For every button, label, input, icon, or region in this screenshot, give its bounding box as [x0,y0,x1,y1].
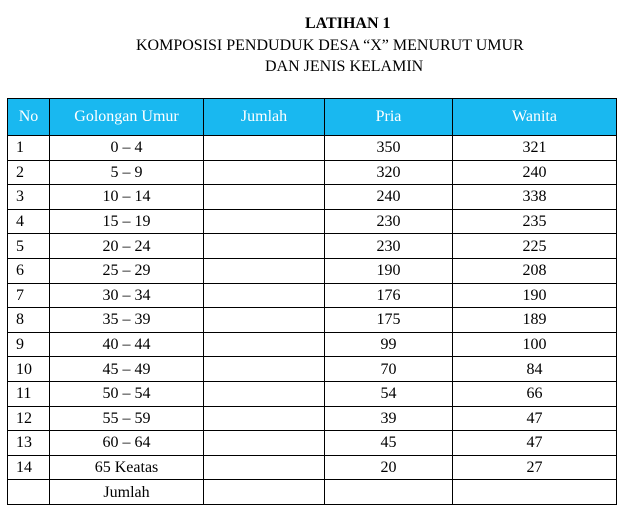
header-age-group: Golongan Umur [50,99,204,136]
cell-total [204,160,325,185]
table-row [8,357,617,382]
table-row [8,308,617,333]
cell-age-group: 50 – 54 [50,381,204,406]
table-row [8,160,617,185]
table-row [8,209,617,234]
cell-female: 84 [453,357,617,382]
cell-female: 47 [453,431,617,456]
table-header [8,99,617,136]
cell-no: 10 [8,357,50,382]
cell-age-group: 30 – 34 [50,283,204,308]
cell-no: 6 [8,258,50,283]
cell-no: 14 [8,455,50,480]
table-row [8,258,617,283]
cell-age-group: 65 Keatas [50,455,204,480]
cell-female: 189 [453,308,617,333]
cell-male: 350 [325,136,453,161]
cell-total [204,283,325,308]
cell-male: 230 [325,234,453,259]
cell-male: 230 [325,209,453,234]
cell-male: 99 [325,332,453,357]
cell-male: 190 [325,258,453,283]
cell-age-group: 40 – 44 [50,332,204,357]
header-row [8,99,617,136]
cell-no: 13 [8,431,50,456]
table-caption-line-1: KOMPOSISI PENDUDUK DESA “X” MENURUT UMUR [136,37,524,54]
cell-no: 5 [8,234,50,259]
cell-total [204,185,325,210]
cell-no: 7 [8,283,50,308]
cell-age-group: 60 – 64 [50,431,204,456]
table-row [8,185,617,210]
cell-age-group: 35 – 39 [50,308,204,333]
cell-no: 11 [8,381,50,406]
cell-female: 321 [453,136,617,161]
table-body [8,136,617,505]
cell-age-group: 25 – 29 [50,258,204,283]
header-male: Pria [325,99,453,136]
cell-female: 338 [453,185,617,210]
cell-female: 190 [453,283,617,308]
cell-total [204,406,325,431]
header-no: No [8,99,50,136]
total-cell-male [325,480,453,505]
header-female: Wanita [453,99,617,136]
cell-female: 47 [453,406,617,431]
table-caption-line-2: DAN JENIS KELAMIN [265,58,424,75]
cell-female: 66 [453,381,617,406]
cell-no: 3 [8,185,50,210]
table-row [8,332,617,357]
table-row [8,381,617,406]
cell-no: 1 [8,136,50,161]
cell-male: 320 [325,160,453,185]
table-row [8,406,617,431]
total-cell-age-group: Jumlah [50,480,204,505]
cell-total [204,455,325,480]
cell-age-group: 15 – 19 [50,209,204,234]
total-row [8,480,617,505]
cell-no: 12 [8,406,50,431]
table-row [8,455,617,480]
cell-total [204,258,325,283]
cell-total [204,308,325,333]
cell-total [204,332,325,357]
table-row [8,283,617,308]
total-cell-female [453,480,617,505]
cell-no: 4 [8,209,50,234]
cell-age-group: 0 – 4 [50,136,204,161]
table-row [8,431,617,456]
cell-female: 208 [453,258,617,283]
total-cell-no [8,480,50,505]
cell-male: 45 [325,431,453,456]
cell-total [204,209,325,234]
cell-age-group: 45 – 49 [50,357,204,382]
table-row [8,234,617,259]
cell-age-group: 10 – 14 [50,185,204,210]
cell-age-group: 55 – 59 [50,406,204,431]
cell-male: 39 [325,406,453,431]
cell-female: 100 [453,332,617,357]
cell-male: 20 [325,455,453,480]
population-table [7,98,617,505]
cell-no: 9 [8,332,50,357]
cell-total [204,357,325,382]
total-cell-total [204,480,325,505]
cell-male: 70 [325,357,453,382]
cell-female: 225 [453,234,617,259]
cell-no: 2 [8,160,50,185]
cell-female: 27 [453,455,617,480]
cell-male: 175 [325,308,453,333]
cell-total [204,234,325,259]
cell-total [204,136,325,161]
cell-total [204,381,325,406]
table-row [8,136,617,161]
cell-female: 235 [453,209,617,234]
cell-female: 240 [453,160,617,185]
cell-no: 8 [8,308,50,333]
cell-male: 240 [325,185,453,210]
cell-total [204,431,325,456]
cell-age-group: 5 – 9 [50,160,204,185]
header-total: Jumlah [204,99,325,136]
exercise-title: LATIHAN 1 [305,15,391,32]
cell-male: 176 [325,283,453,308]
cell-age-group: 20 – 24 [50,234,204,259]
cell-male: 54 [325,381,453,406]
